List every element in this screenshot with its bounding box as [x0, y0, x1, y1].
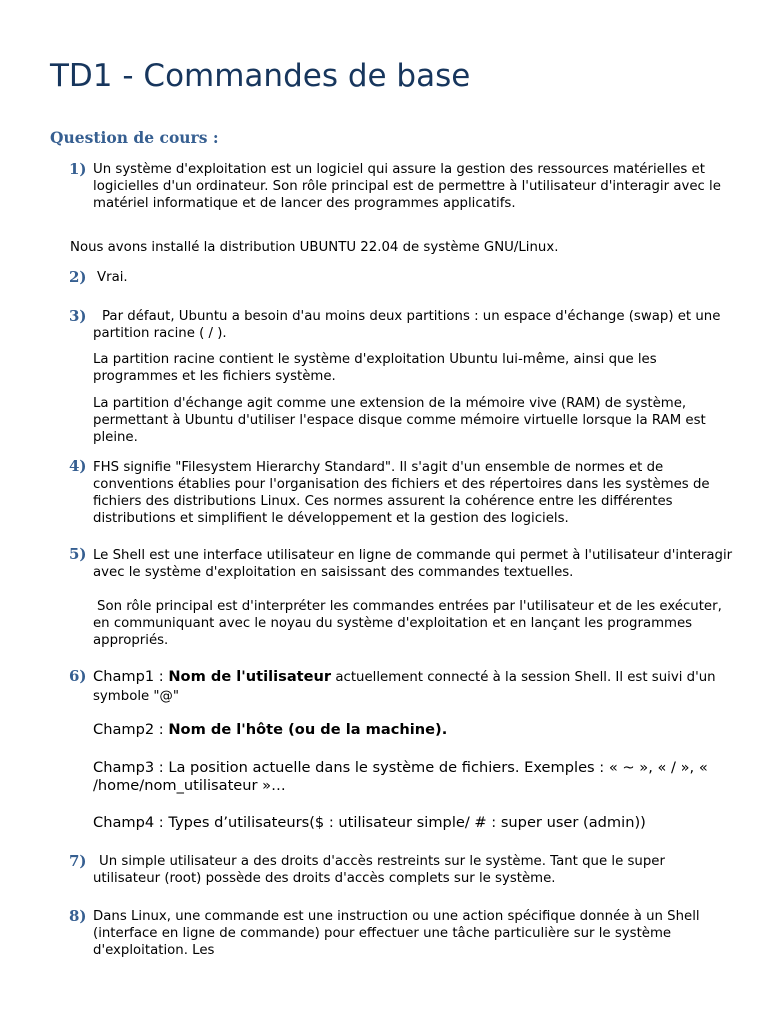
question-7-number: 7) — [69, 852, 87, 870]
question-8-number: 8) — [69, 907, 87, 925]
question-5-answer-p1: Le Shell est une interface utilisateur en ligne de commande qui permet à l'utilisateur d'interagir avec le système d'exploitation en saisissant des commandes textuelles. — [93, 548, 733, 580]
question-6-champ1 — [93, 668, 733, 705]
question-1-answer: Un système d'exploitation est un logiciel qui assure la gestion des ressources matérielles et logicielles d'un ordinateur. Son rôle principal est de permettre à l'utilisateur d'interagir avec le matériel informatique et de lancer des programmes applicatifs. — [93, 162, 721, 211]
question-2-answer: Vrai. — [97, 270, 128, 285]
question-5-number: 5) — [69, 545, 87, 563]
question-3-answer-p3: La partition d'échange agit comme une extension de la mémoire vive (RAM) de système, permettant à Ubuntu d'utiliser l'espace disque comme mémoire virtuelle lorsque la RAM est pleine. — [93, 396, 706, 445]
champ2-prefix: Champ2 : — [93, 721, 169, 738]
champ1-bold: Nom de l'utilisateur — [168, 668, 332, 685]
question-1-number: 1) — [69, 160, 87, 178]
section-heading: Question de cours : — [50, 128, 219, 147]
question-7-answer: Un simple utilisateur a des droits d'accès restreints sur le système. Tant que le super utilisateur (root) possède des droits d'accès complets sur le système. — [93, 854, 665, 886]
question-3-answer-p2: La partition racine contient le système d'exploitation Ubuntu lui-même, ainsi que les programmes et les fichiers système. — [93, 352, 657, 384]
ubuntu-note: Nous avons installé la distribution UBUNTU 22.04 de système GNU/Linux. — [70, 240, 559, 255]
question-6-champ3: Champ3 : La position actuelle dans le système de fichiers. Exemples : « ~ », « / », « /home/nom_utilisateur »… — [93, 759, 708, 794]
question-5-answer-p2: Son rôle principal est d'interpréter les commandes entrées par l'utilisateur et de les exécuter, en communiquant avec le noyau du système d'exploitation et en lançant les programmes appropriés. — [93, 599, 722, 648]
champ1-prefix: Champ1 : — [93, 668, 169, 685]
question-3-answer-p1: Par défaut, Ubuntu a besoin d'au moins deux partitions : un espace d'échange (swap) et une partition racine ( / ). — [93, 309, 721, 341]
page-title: TD1 - Commandes de base — [50, 58, 471, 94]
champ2-bold: Nom de l'hôte (ou de la machine). — [168, 721, 448, 738]
question-2-number: 2) — [69, 268, 87, 286]
question-8-answer: Dans Linux, une commande est une instruction ou une action spécifique donnée à un Shell (interface en ligne de commande) pour effectuer une tâche particulière sur le système d'exploitation. Les — [93, 909, 700, 958]
question-6-champ4: Champ4 : Types d’utilisateurs($ : utilisateur simple/ # : super user (admin)) — [93, 814, 646, 831]
question-4-number: 4) — [69, 457, 87, 475]
question-3-number: 3) — [69, 307, 87, 325]
champ1-rest: actuellement connecté à la session Shell. Il est suivi d'un symbole "@" — [93, 670, 716, 704]
question-4-answer: FHS signifie "Filesystem Hierarchy Standard". Il s'agit d'un ensemble de normes et de conventions établies pour l'organisation des fichiers et des répertoires dans les systèmes de fichiers des distributions Linux. Ces normes assurent la cohérence entre les différentes distributions et simplifient le développement et la gestion des logiciels. — [93, 460, 710, 526]
question-6-champ2 — [93, 721, 733, 739]
question-6-number: 6) — [69, 667, 87, 685]
